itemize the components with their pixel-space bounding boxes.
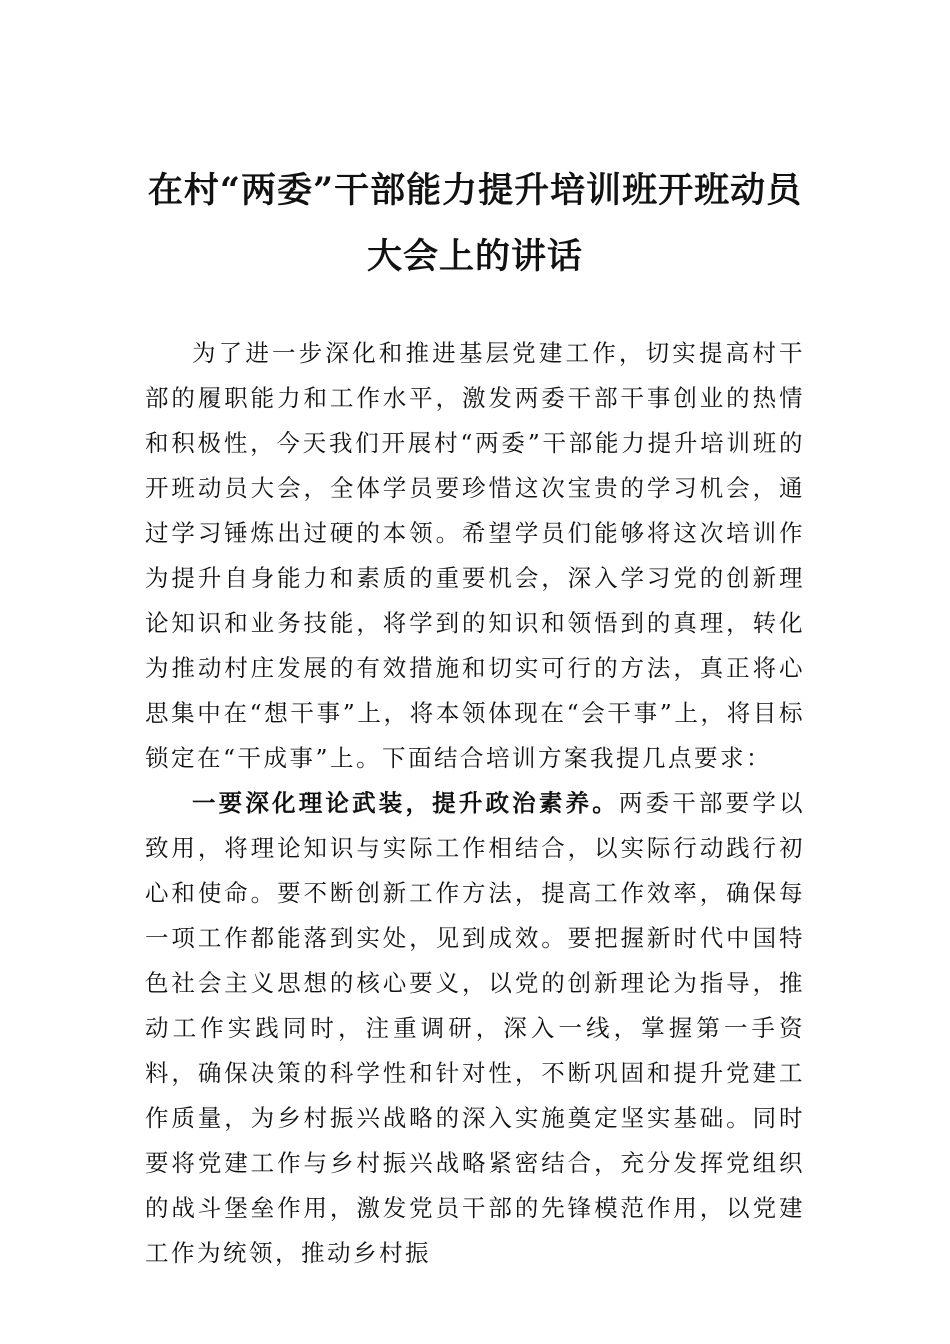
document-body <box>145 331 805 1276</box>
paragraph-intro <box>145 331 805 781</box>
paragraph-requirement-1 <box>145 781 805 1276</box>
paragraph-text: 两委干部要学以致用，将理论知识与实际工作相结合，以实际行动践行初心和使命。要不断创新工作方法，提高工作效率，确保每一项工作都能落到实处，见到成效。要把握新时代中国特色社会主义思想的核心要义，以党的创新理论为指导，推动工作实践同时，注重调研，深入一线，掌握第一手资料，确保决策的科学性和针对性，不断巩固和提升党建工作质量，为乡村振兴战略的深入实施奠定坚实基础。同时要将党建工作与乡村振兴战略紧密结合，充分发挥党组织的战斗堡垒作用，激发党员干部的先锋模范作用，以党建工作为统领，推动乡村振 <box>145 789 806 1267</box>
document-title: 在村“两委”干部能力提升培训班开班动员大会上的讲话 <box>147 170 803 277</box>
paragraph-text: 为了进一步深化和推进基层党建工作，切实提高村干部的履职能力和工作水平，激发两委干部干事创业的热情和积极性，今天我们开展村“两委”干部能力提升培训班的开班动员大会，全体学员要珍惜这次宝贵的学习机会，通过学习锤炼出过硬的本领。希望学员们能够将这次培训作为提升自身能力和素质的重要机会，深入学习党的创新理论知识和业务技能，将学到的知识和领悟到的真理，转化为推动村庄发展的有效措施和切实可行的方法，真正将心思集中在“想干事”上，将本领体现在“会干事”上，将目标锁定在“干成事”上。下面结合培训方案我提几点要求： <box>145 339 805 772</box>
paragraph-lead: 一要深化理论武装，提升政治素养。 <box>192 789 619 817</box>
